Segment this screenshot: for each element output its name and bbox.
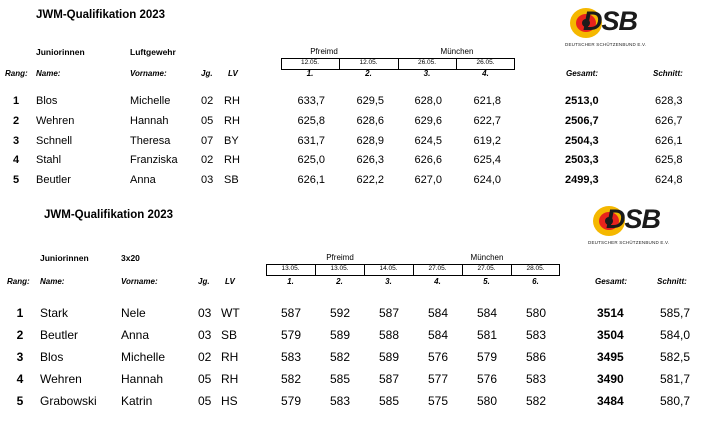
- table1-venue-2: München: [440, 47, 474, 56]
- table2-header-vorname: Vorname:: [121, 277, 158, 286]
- average: 626,1: [655, 135, 683, 147]
- rank: 4: [16, 372, 24, 386]
- table2-header-rang: Rang:: [7, 277, 30, 286]
- table1-date-1: 12.05.: [300, 59, 320, 66]
- table2-date-6: 28.05.: [526, 265, 545, 272]
- score-1: 626,1: [297, 174, 325, 186]
- score-3: 587: [378, 372, 399, 386]
- table2-header-name: Name:: [40, 277, 65, 286]
- state: BY: [224, 135, 239, 147]
- table2-header-schnitt: Schnitt:: [657, 277, 687, 286]
- table1-discipline: Luftgewehr: [130, 47, 176, 57]
- birth-year: 03: [198, 306, 212, 320]
- score-5: 576: [476, 372, 497, 386]
- last-name: Beutler: [40, 328, 79, 342]
- total: 2503,3: [565, 154, 599, 166]
- score-2: 626,3: [356, 154, 384, 166]
- first-name: Anna: [121, 328, 150, 342]
- rank: 3: [12, 135, 20, 147]
- score-6: 583: [525, 372, 546, 386]
- rank: 2: [12, 115, 20, 127]
- birth-year: 07: [201, 135, 214, 147]
- table1-title: JWM-Qualifikation 2023: [36, 9, 166, 21]
- score-3: 587: [378, 306, 399, 320]
- state: RH: [224, 154, 240, 166]
- average: 582,5: [660, 350, 691, 364]
- average: 581,7: [660, 372, 691, 386]
- last-name: Wehren: [36, 115, 75, 127]
- score-2: 629,5: [356, 95, 384, 107]
- dsb-logo-2: [588, 204, 688, 248]
- score-3: 629,6: [414, 115, 442, 127]
- last-name: Beutler: [36, 174, 71, 186]
- state: SB: [221, 328, 238, 342]
- total: 2504,3: [565, 135, 599, 147]
- table1-header-col-4: 4.: [482, 69, 489, 78]
- table1-header-col-3: 3.: [423, 69, 431, 78]
- table1-header-lv: LV: [228, 69, 238, 78]
- table1-header-gesamt: Gesamt:: [566, 69, 599, 78]
- state: RH: [221, 350, 239, 364]
- table2-header-col-2: 2.: [336, 277, 343, 286]
- score-3: 626,6: [414, 154, 442, 166]
- birth-year: 05: [198, 394, 212, 408]
- score-3: 588: [378, 328, 399, 342]
- average: 580,7: [660, 394, 691, 408]
- score-4: 621,8: [473, 95, 501, 107]
- birth-year: 03: [198, 328, 212, 342]
- score-4: 577: [427, 372, 448, 386]
- average: 628,3: [655, 95, 683, 107]
- total: 2506,7: [565, 115, 599, 127]
- table2-date-5: 27.05.: [477, 265, 496, 272]
- birth-year: 02: [201, 95, 214, 107]
- score-1: 587: [280, 306, 301, 320]
- state: RH: [224, 115, 240, 127]
- table2-class-label: Juniorinnen: [40, 253, 89, 263]
- score-1: 633,7: [297, 95, 325, 107]
- score-6: 586: [525, 350, 546, 364]
- first-name: Anna: [130, 174, 156, 186]
- table2-date-2: 13.05.: [330, 265, 349, 272]
- rank: 4: [12, 154, 20, 166]
- logo-subtitle: DEUTSCHER SCHÜTZENBUND E.V.: [588, 240, 670, 245]
- score-3: 628,0: [414, 95, 442, 107]
- first-name: Nele: [121, 306, 146, 320]
- total: 2499,3: [565, 174, 599, 186]
- score-6: 583: [525, 328, 546, 342]
- score-6: 580: [525, 306, 546, 320]
- score-3: 627,0: [414, 174, 442, 186]
- table1-venue-1: Pfreimd: [310, 47, 338, 56]
- table1-header-col-2: 2.: [365, 69, 372, 78]
- rank: 1: [12, 95, 20, 107]
- score-4: 622,7: [473, 115, 501, 127]
- average: 584,0: [660, 328, 691, 342]
- first-name: Theresa: [130, 135, 171, 147]
- score-2: 589: [329, 328, 350, 342]
- birth-year: 02: [198, 350, 212, 364]
- score-4: 576: [427, 350, 448, 364]
- score-2: 628,9: [356, 135, 384, 147]
- table1-header-rang: Rang:: [5, 69, 28, 78]
- table1-header-vorname: Vorname:: [130, 69, 167, 78]
- table1-header-name: Name:: [36, 69, 61, 78]
- total: 3484: [597, 394, 624, 408]
- score-5: 580: [476, 394, 497, 408]
- rank: 3: [16, 350, 24, 364]
- rank: 5: [16, 394, 24, 408]
- score-1: 579: [280, 394, 301, 408]
- score-5: 581: [476, 328, 497, 342]
- total: 2513,0: [565, 95, 599, 107]
- last-name: Blos: [40, 350, 64, 364]
- score-5: 584: [476, 306, 497, 320]
- score-2: 585: [329, 372, 350, 386]
- first-name: Hannah: [121, 372, 164, 386]
- score-1: 625,8: [297, 115, 325, 127]
- last-name: Grabowski: [40, 394, 97, 408]
- last-name: Blos: [36, 95, 58, 107]
- score-2: 592: [329, 306, 350, 320]
- average: 625,8: [655, 154, 683, 166]
- first-name: Hannah: [130, 115, 169, 127]
- rank: 2: [16, 328, 24, 342]
- average: 585,7: [660, 306, 691, 320]
- last-name: Stark: [40, 306, 69, 320]
- score-6: 582: [525, 394, 546, 408]
- first-name: Katrin: [121, 394, 153, 408]
- logo-letters: DSB: [606, 204, 661, 234]
- average: 626,7: [655, 115, 683, 127]
- score-5: 579: [476, 350, 497, 364]
- birth-year: 05: [201, 115, 214, 127]
- first-name: Michelle: [121, 350, 166, 364]
- table2-venue-2: München: [470, 253, 504, 262]
- state: RH: [224, 95, 240, 107]
- table1-header-schnitt: Schnitt:: [653, 69, 683, 78]
- score-3: 589: [378, 350, 399, 364]
- total: 3495: [597, 350, 624, 364]
- score-2: 628,6: [356, 115, 384, 127]
- table2-date-1: 13.05.: [281, 265, 300, 272]
- total: 3490: [597, 372, 624, 386]
- table2-venue-1: Pfreimd: [326, 253, 354, 262]
- score-4: 619,2: [473, 135, 501, 147]
- first-name: Michelle: [130, 95, 171, 107]
- rank: 5: [12, 174, 20, 186]
- score-3: 624,5: [414, 135, 442, 147]
- logo-subtitle: DEUTSCHER SCHÜTZENBUND E.V.: [565, 42, 647, 47]
- table2-header-col-5: 5.: [483, 277, 490, 286]
- state: HS: [221, 394, 238, 408]
- table2-header-col-6: 6.: [532, 277, 539, 286]
- score-1: 631,7: [297, 135, 325, 147]
- table1-header-jg: Jg.: [201, 69, 213, 78]
- state: RH: [221, 372, 239, 386]
- logo-letters: DSB: [583, 6, 638, 36]
- score-3: 585: [378, 394, 399, 408]
- table1-date-3: 26.05.: [417, 59, 437, 66]
- birth-year: 03: [201, 174, 214, 186]
- table1-class-label: Juniorinnen: [36, 47, 85, 57]
- score-1: 625,0: [297, 154, 325, 166]
- table2-date-3: 14.05.: [379, 265, 398, 272]
- score-4: 625,4: [473, 154, 501, 166]
- table2-header-lv: LV: [225, 277, 235, 286]
- total: 3514: [597, 306, 624, 320]
- score-1: 579: [280, 328, 301, 342]
- score-4: 624,0: [473, 174, 501, 186]
- score-2: 583: [329, 394, 350, 408]
- state: SB: [224, 174, 239, 186]
- table1-header-col-1: 1.: [306, 69, 314, 78]
- state: WT: [221, 306, 240, 320]
- score-4: 584: [427, 306, 448, 320]
- score-2: 582: [329, 350, 350, 364]
- birth-year: 05: [198, 372, 212, 386]
- first-name: Franziska: [130, 154, 178, 166]
- table2-date-4: 27.05.: [428, 265, 447, 272]
- last-name: Wehren: [40, 372, 82, 386]
- score-4: 584: [427, 328, 448, 342]
- birth-year: 02: [201, 154, 214, 166]
- table2-header-col-1: 1.: [287, 277, 294, 286]
- table2-header-col-3: 3.: [385, 277, 392, 286]
- score-1: 583: [280, 350, 301, 364]
- rank: 1: [16, 306, 24, 320]
- table2-title: JWM-Qualifikation 2023: [44, 209, 174, 221]
- table2-header-jg: Jg.: [198, 277, 210, 286]
- table2-discipline: 3x20: [121, 253, 140, 263]
- score-4: 575: [427, 394, 448, 408]
- total: 3504: [597, 328, 624, 342]
- table1-date-2: 12.05.: [359, 59, 378, 66]
- last-name: Stahl: [36, 154, 62, 166]
- score-1: 582: [280, 372, 301, 386]
- average: 624,8: [655, 174, 683, 186]
- last-name: Schnell: [36, 135, 73, 147]
- dsb-logo-1: [565, 6, 665, 50]
- score-2: 622,2: [356, 174, 384, 186]
- table1-date-4: 26.05.: [476, 59, 495, 66]
- table2-header-col-4: 4.: [434, 277, 441, 286]
- table2-header-gesamt: Gesamt:: [595, 277, 628, 286]
